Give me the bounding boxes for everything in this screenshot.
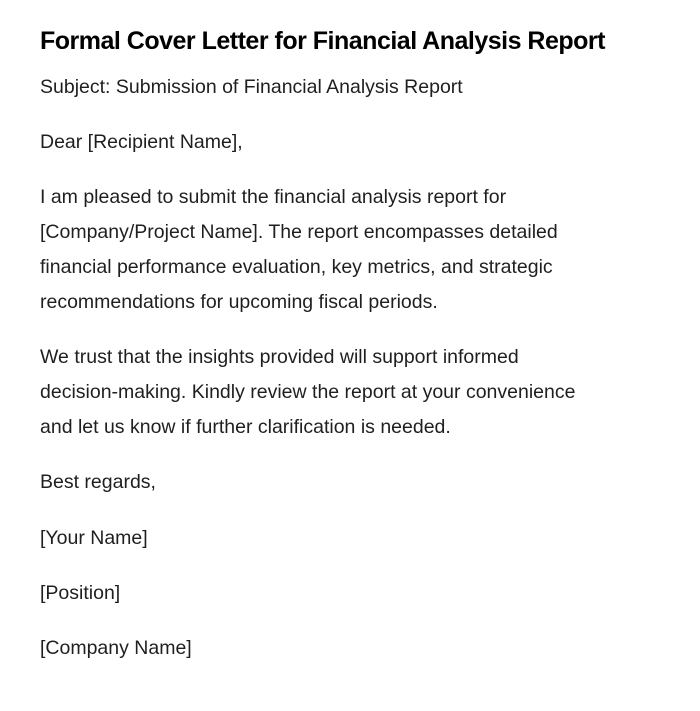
body-paragraph-1-line: [Company/Project Name]. The report encompasses detailed [40,221,558,243]
body-paragraph-1-line: financial performance evaluation, key metrics, and strategic [40,256,553,278]
signature-position: [Position] [40,582,121,604]
body-paragraph-1-line: recommendations for upcoming fiscal periods. [40,291,438,313]
closing: Best regards, [40,471,156,493]
salutation: Dear [Recipient Name], [40,131,243,153]
signature-name: [Your Name] [40,527,148,549]
letter-title: Formal Cover Letter for Financial Analysis Report [40,27,605,55]
body-paragraph-2-line: We trust that the insights provided will support informed [40,346,519,368]
body-paragraph-1-line: I am pleased to submit the financial analysis report for [40,186,507,208]
signature-company: [Company Name] [40,637,192,659]
body-paragraph-2-line: decision-making. Kindly review the report at your convenience [40,381,576,403]
subject-line: Subject: Submission of Financial Analysis Report [40,76,463,98]
body-paragraph-1 [40,180,660,320]
body-paragraph-2-line: and let us know if further clarification is needed. [40,416,451,438]
body-paragraph-2 [40,340,660,445]
